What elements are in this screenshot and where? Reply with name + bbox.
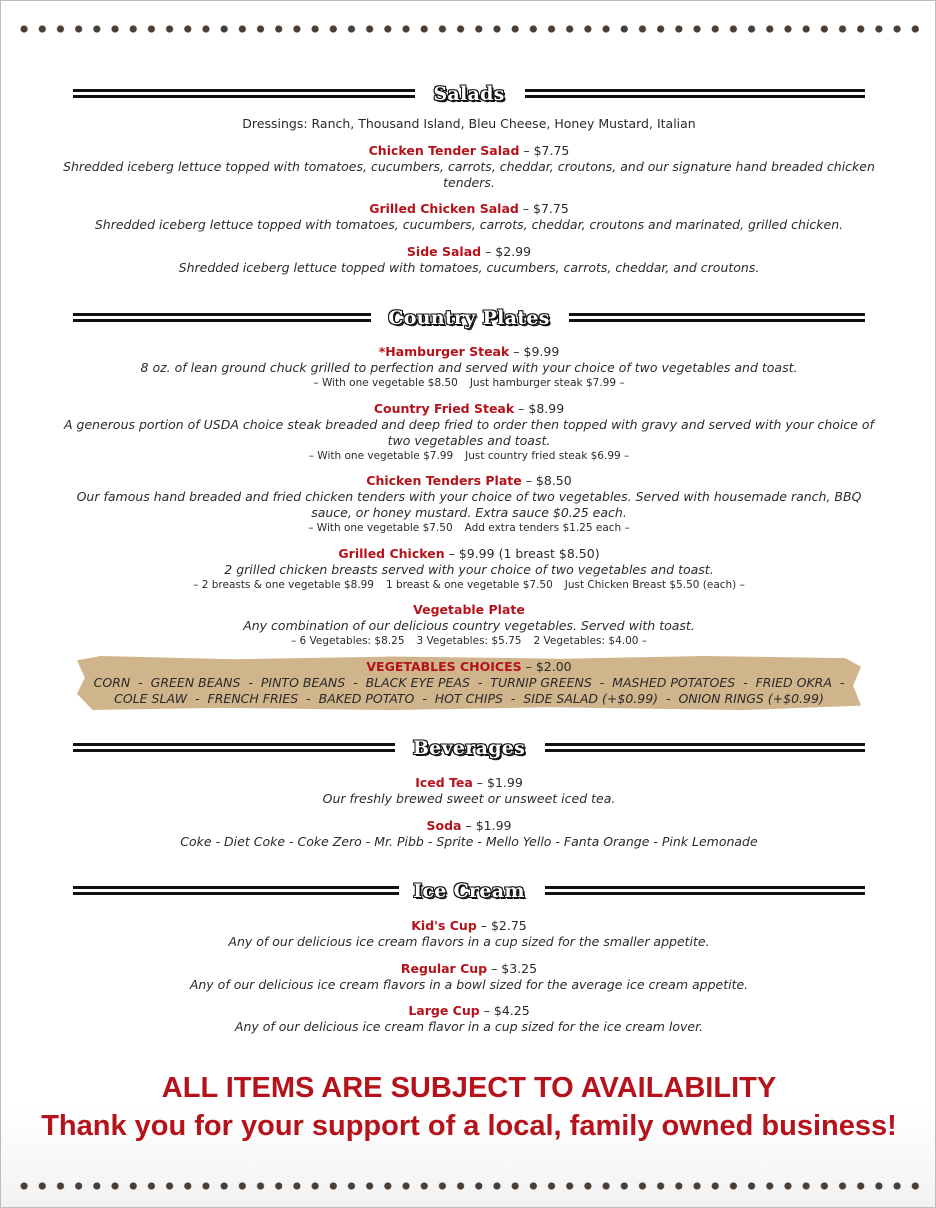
vegetables-choices: [1, 659, 936, 707]
option-text: Just hamburger steak $7.99 –: [469, 377, 625, 389]
option-text: Just Chicken Breast $5.50 (each) –: [564, 579, 745, 591]
ice-cream-section: [1, 880, 936, 904]
item-price: – $9.99 (1 breast $8.50): [444, 546, 600, 561]
item-description: Shredded iceberg lettuce topped with tomatoes, cucumbers, carrots, cheddar, croutons and marinated, grilled chicken.: [94, 217, 844, 232]
item-name: Country Fried Steak: [373, 401, 515, 416]
item-price: – $2.75: [476, 918, 527, 933]
item-price: – $7.75: [519, 143, 570, 158]
menu-item: [1, 918, 936, 950]
section-title: Ice Cream: [413, 880, 525, 902]
option-text: Just country fried steak $6.99 –: [465, 450, 630, 462]
item-description: Coke - Diet Coke - Coke Zero - Mr. Pibb - Sprite - Mello Yello - Fanta Orange - Pink Lemonade: [180, 834, 758, 849]
top-dot-border: [15, 24, 921, 34]
item-price: – $7.75: [518, 201, 569, 216]
item-description: Shredded iceberg lettuce topped with tomatoes, cucumbers, carrots, cheddar, croutons, and our signature hand breaded chicken: [63, 159, 875, 174]
item-description: 2 grilled chicken breasts served with your choice of two vegetables and toast.: [224, 562, 714, 577]
item-description: Any of our delicious ice cream flavor in a cup sized for the ice cream lover.: [234, 1019, 704, 1034]
option-text: – With one vegetable $7.99: [308, 450, 454, 462]
item-name: Vegetable Plate: [413, 602, 525, 617]
item-description-cont: tenders.: [443, 175, 495, 190]
menu-item: [1, 546, 936, 592]
item-name: Grilled Chicken Salad: [369, 201, 519, 216]
item-description: Any combination of our delicious country vegetables. Served with toast.: [243, 618, 695, 633]
option-text: Add extra tenders $1.25 each –: [464, 522, 630, 534]
option-text: 3 Vegetables: $5.75: [416, 635, 522, 647]
item-description-cont: two vegetables and toast.: [387, 433, 551, 448]
item-options: [1, 521, 936, 535]
item-description: Any of our delicious ice cream flavors in a bowl sized for the average ice cream appetite.: [189, 977, 749, 992]
salads-content: [1, 116, 936, 132]
item-name: Chicken Tenders Plate: [366, 473, 522, 488]
item-description: 8 oz. of lean ground chuck grilled to perfection and served with your choice of two vegetables and toast.: [140, 360, 798, 375]
item-name: Grilled Chicken: [338, 546, 445, 561]
option-text: 2 Vegetables: $4.00 –: [533, 635, 648, 647]
thank-you-message: Thank you for your support of a local, family owned business!: [41, 1110, 897, 1142]
menu-item: [1, 818, 936, 850]
menu-item: [1, 201, 936, 233]
salads-heading: [73, 83, 865, 107]
item-description: Our freshly brewed sweet or unsweet iced tea.: [322, 791, 616, 806]
item-description-cont: sauce, or honey mustard. Extra sauce $0.25 each.: [311, 505, 627, 520]
option-text: 1 breast & one vegetable $7.50: [385, 579, 553, 591]
menu-item: [1, 473, 936, 535]
bottom-dot-border: [15, 1181, 921, 1191]
ice-cream-heading: [73, 880, 865, 904]
option-text: – With one vegetable $7.50: [308, 522, 453, 534]
item-name: VEGETABLES CHOICES: [366, 659, 522, 674]
availability-notice: ALL ITEMS ARE SUBJECT TO AVAILABILITY: [161, 1072, 777, 1104]
section-title: Country Plates: [388, 307, 550, 329]
vegetables-list-1: CORN - GREEN BEANS - PINTO BEANS - BLACK EYE PEAS - TURNIP GREENS - MASHED POTATOES - FRIED OKRA -: [93, 675, 845, 690]
beverages-section: [1, 737, 936, 761]
section-title: Salads: [433, 83, 505, 105]
beverages-heading: [73, 737, 865, 761]
item-options: [1, 634, 936, 648]
item-price: – $1.99: [472, 775, 523, 790]
item-description: Any of our delicious ice cream flavors in a cup sized for the smaller appetite.: [228, 934, 710, 949]
menu-item: [1, 775, 936, 807]
option-text: – With one vegetable $8.50: [313, 377, 458, 389]
item-price: – $2.00: [521, 659, 572, 674]
menu-item: [1, 1003, 936, 1035]
item-price: – $1.99: [461, 818, 512, 833]
item-description: Our famous hand breaded and fried chicken tenders with your choice of two vegetables. Served with housemade ranch, BBQ: [76, 489, 862, 504]
item-name: Large Cup: [408, 1003, 480, 1018]
menu-item: [1, 961, 936, 993]
menu-item: [1, 602, 936, 648]
item-options: [1, 578, 936, 592]
country-plates-heading: [73, 307, 865, 331]
item-price: – $2.99: [481, 244, 532, 259]
dressings-text: Dressings: Ranch, Thousand Island, Bleu Cheese, Honey Mustard, Italian: [242, 116, 696, 131]
option-text: – 6 Vegetables: $8.25: [290, 635, 405, 647]
section-title: Beverages: [412, 737, 526, 759]
vegetables-list-2: COLE SLAW - FRENCH FRIES - BAKED POTATO - HOT CHIPS - SIDE SALAD (+$0.99) - ONION RINGS (+$0.99): [114, 691, 824, 706]
item-name: Side Salad: [406, 244, 482, 259]
item-name: Soda: [426, 818, 462, 833]
item-price: – $9.99: [509, 344, 560, 359]
option-text: – 2 breasts & one vegetable $8.99: [193, 579, 374, 591]
item-price: – $3.25: [487, 961, 538, 976]
item-price: – $8.50: [521, 473, 572, 488]
menu-item: [1, 143, 936, 191]
item-price: – $8.99: [514, 401, 565, 416]
country-plates-section: [1, 307, 936, 331]
item-options: [1, 449, 936, 463]
item-options: [1, 376, 936, 390]
item-description: Shredded iceberg lettuce topped with tomatoes, cucumbers, carrots, cheddar, and croutons.: [178, 260, 760, 275]
item-name: *Hamburger Steak: [378, 344, 510, 359]
item-name: Chicken Tender Salad: [368, 143, 520, 158]
salads-section: [1, 83, 936, 107]
item-name: Iced Tea: [415, 775, 473, 790]
item-price: – $4.25: [479, 1003, 530, 1018]
item-name: Regular Cup: [400, 961, 488, 976]
menu-item: [1, 244, 936, 276]
menu-item: [1, 344, 936, 390]
item-description: A generous portion of USDA choice steak breaded and deep fried to order then topped with gravy and served with your choice of: [64, 417, 874, 432]
item-name: Kid's Cup: [411, 918, 477, 933]
menu-item: [1, 401, 936, 463]
